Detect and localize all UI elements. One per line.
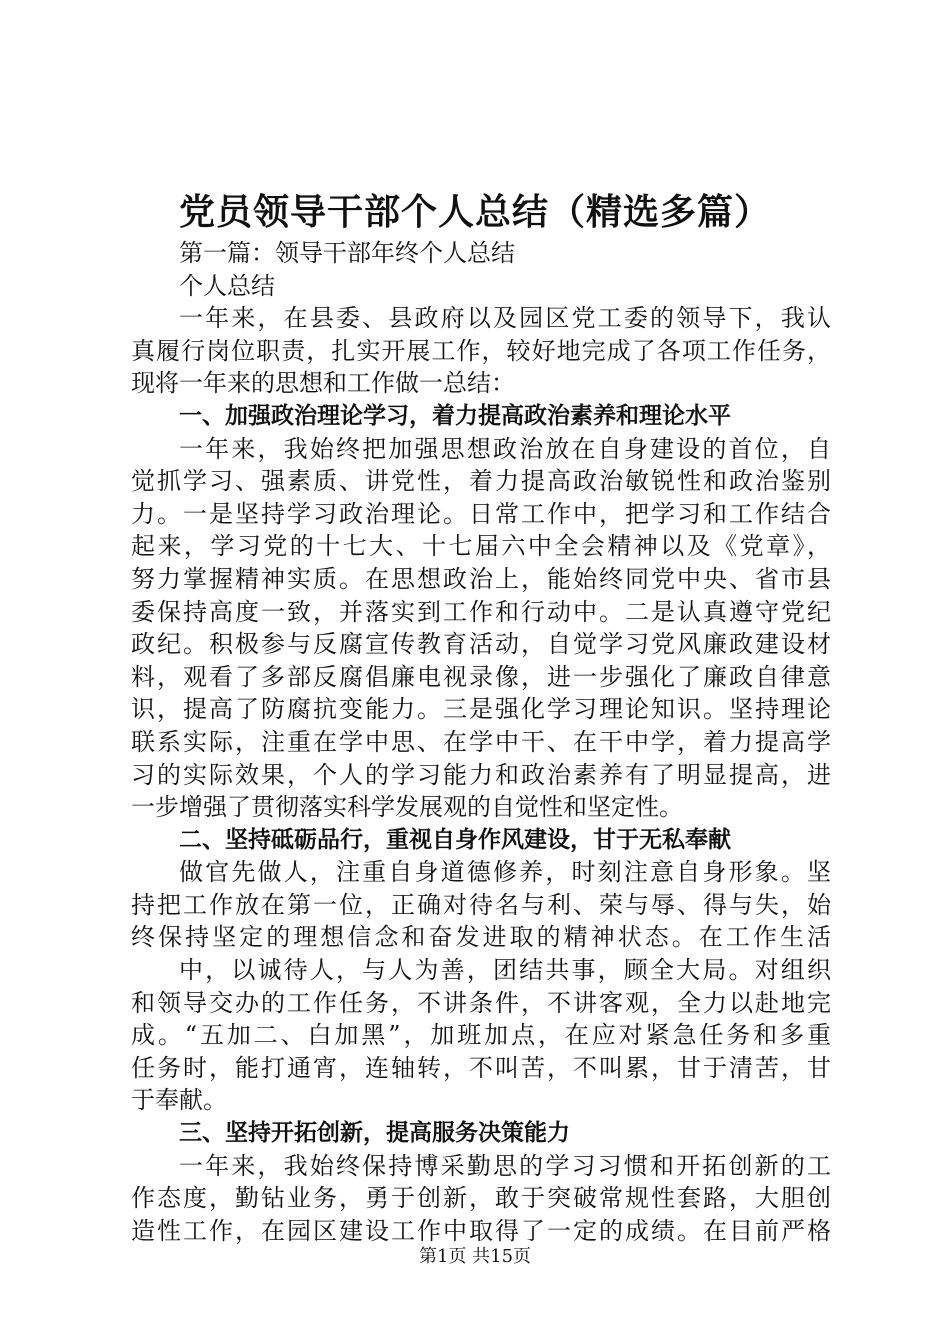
paragraph-line: 任务时，能打通宵，连轴转，不叫苦，不叫累，甘于清苦，甘 [131,1053,831,1082]
document-body [131,237,831,1247]
paragraph-line: 作态度，勤钻业务，勇于创新，敢于突破常规性套路，大胆创 [131,1184,831,1213]
page-number-footer: 第1页 共15页 [418,1246,532,1267]
paragraph-line: 造性工作，在园区建设工作中取得了一定的成绩。在目前严格 [131,1216,831,1245]
paragraph-line: 持把工作放在第一位，正确对待名与利、荣与辱、得与失，始 [131,890,831,919]
paragraph-line: 中，以诚待人，与人为善，团结共事，顾全大局。对组织 [179,956,831,985]
paragraph-line: 真履行岗位职责，扎实开展工作，较好地完成了各项工作任务， [131,336,831,365]
paragraph-line: 习的实际效果，个人的学习能力和政治素养有了明显提高，进 [131,760,831,789]
section-heading: 三、坚持开拓创新，提高服务决策能力 [179,1120,570,1147]
paragraph-line: 现将一年来的思想和工作做一总结： [131,369,515,398]
section-heading: 一、加强政治理论学习，着力提高政治素养和理论水平 [179,402,731,429]
section-heading: 二、坚持砥砺品行，重视自身作风建设，甘于无私奉献 [179,826,731,853]
paragraph-line: 一步增强了贯彻落实科学发展观的自觉性和坚定性。 [131,793,683,822]
paragraph-line: 政纪。积极参与反腐宣传教育活动，自觉学习党风廉政建设材 [131,630,831,659]
paragraph-line: 一年来，在县委、县政府以及园区党工委的领导下，我认 [179,304,831,333]
paragraph-line: 料，观看了多部反腐倡廉电视录像，进一步强化了廉政自律意 [131,662,831,691]
paragraph-line: 成。“五加二、白加黑”，加班加点，在应对紧急任务和多重 [131,1021,831,1050]
paragraph-line: 觉抓学习、强素质、讲党性，着力提高政治敏锐性和政治鉴别 [131,467,831,496]
paragraph-line: 于奉献。 [131,1086,227,1115]
subtitle-line: 个人总结 [179,271,275,300]
subtitle-line: 第一篇：领导干部年终个人总结 [179,239,515,267]
paragraph-line: 终保持坚定的理想信念和奋发进取的精神状态。在工作生活 [131,923,831,952]
paragraph-line: 一年来，我始终把加强思想政治放在自身建设的首位，自 [179,434,831,463]
document-title: 党员领导干部个人总结（精选多篇） [178,192,771,233]
paragraph-line: 一年来，我始终保持博采勤思的学习习惯和开拓创新的工 [179,1151,831,1180]
paragraph-line: 识，提高了防腐抗变能力。三是强化学习理论知识。坚持理论 [131,695,831,724]
paragraph-line: 努力掌握精神实质。在思想政治上，能始终同党中央、省市县 [131,564,831,593]
paragraph-line: 委保持高度一致，并落实到工作和行动中。二是认真遵守党纪 [131,597,831,626]
paragraph-line: 联系实际，注重在学中思、在学中干、在干中学，着力提高学 [131,727,831,756]
paragraph-line: 起来，学习党的十七大、十七届六中全会精神以及《党章》， [131,532,831,561]
paragraph-line: 做官先做人，注重自身道德修养，时刻注意自身形象。坚 [179,858,831,887]
paragraph-line: 和领导交办的工作任务，不讲条件，不讲客观，全力以赴地完 [131,988,831,1017]
paragraph-line: 力。一是坚持学习政治理论。日常工作中，把学习和工作结合 [131,499,831,528]
